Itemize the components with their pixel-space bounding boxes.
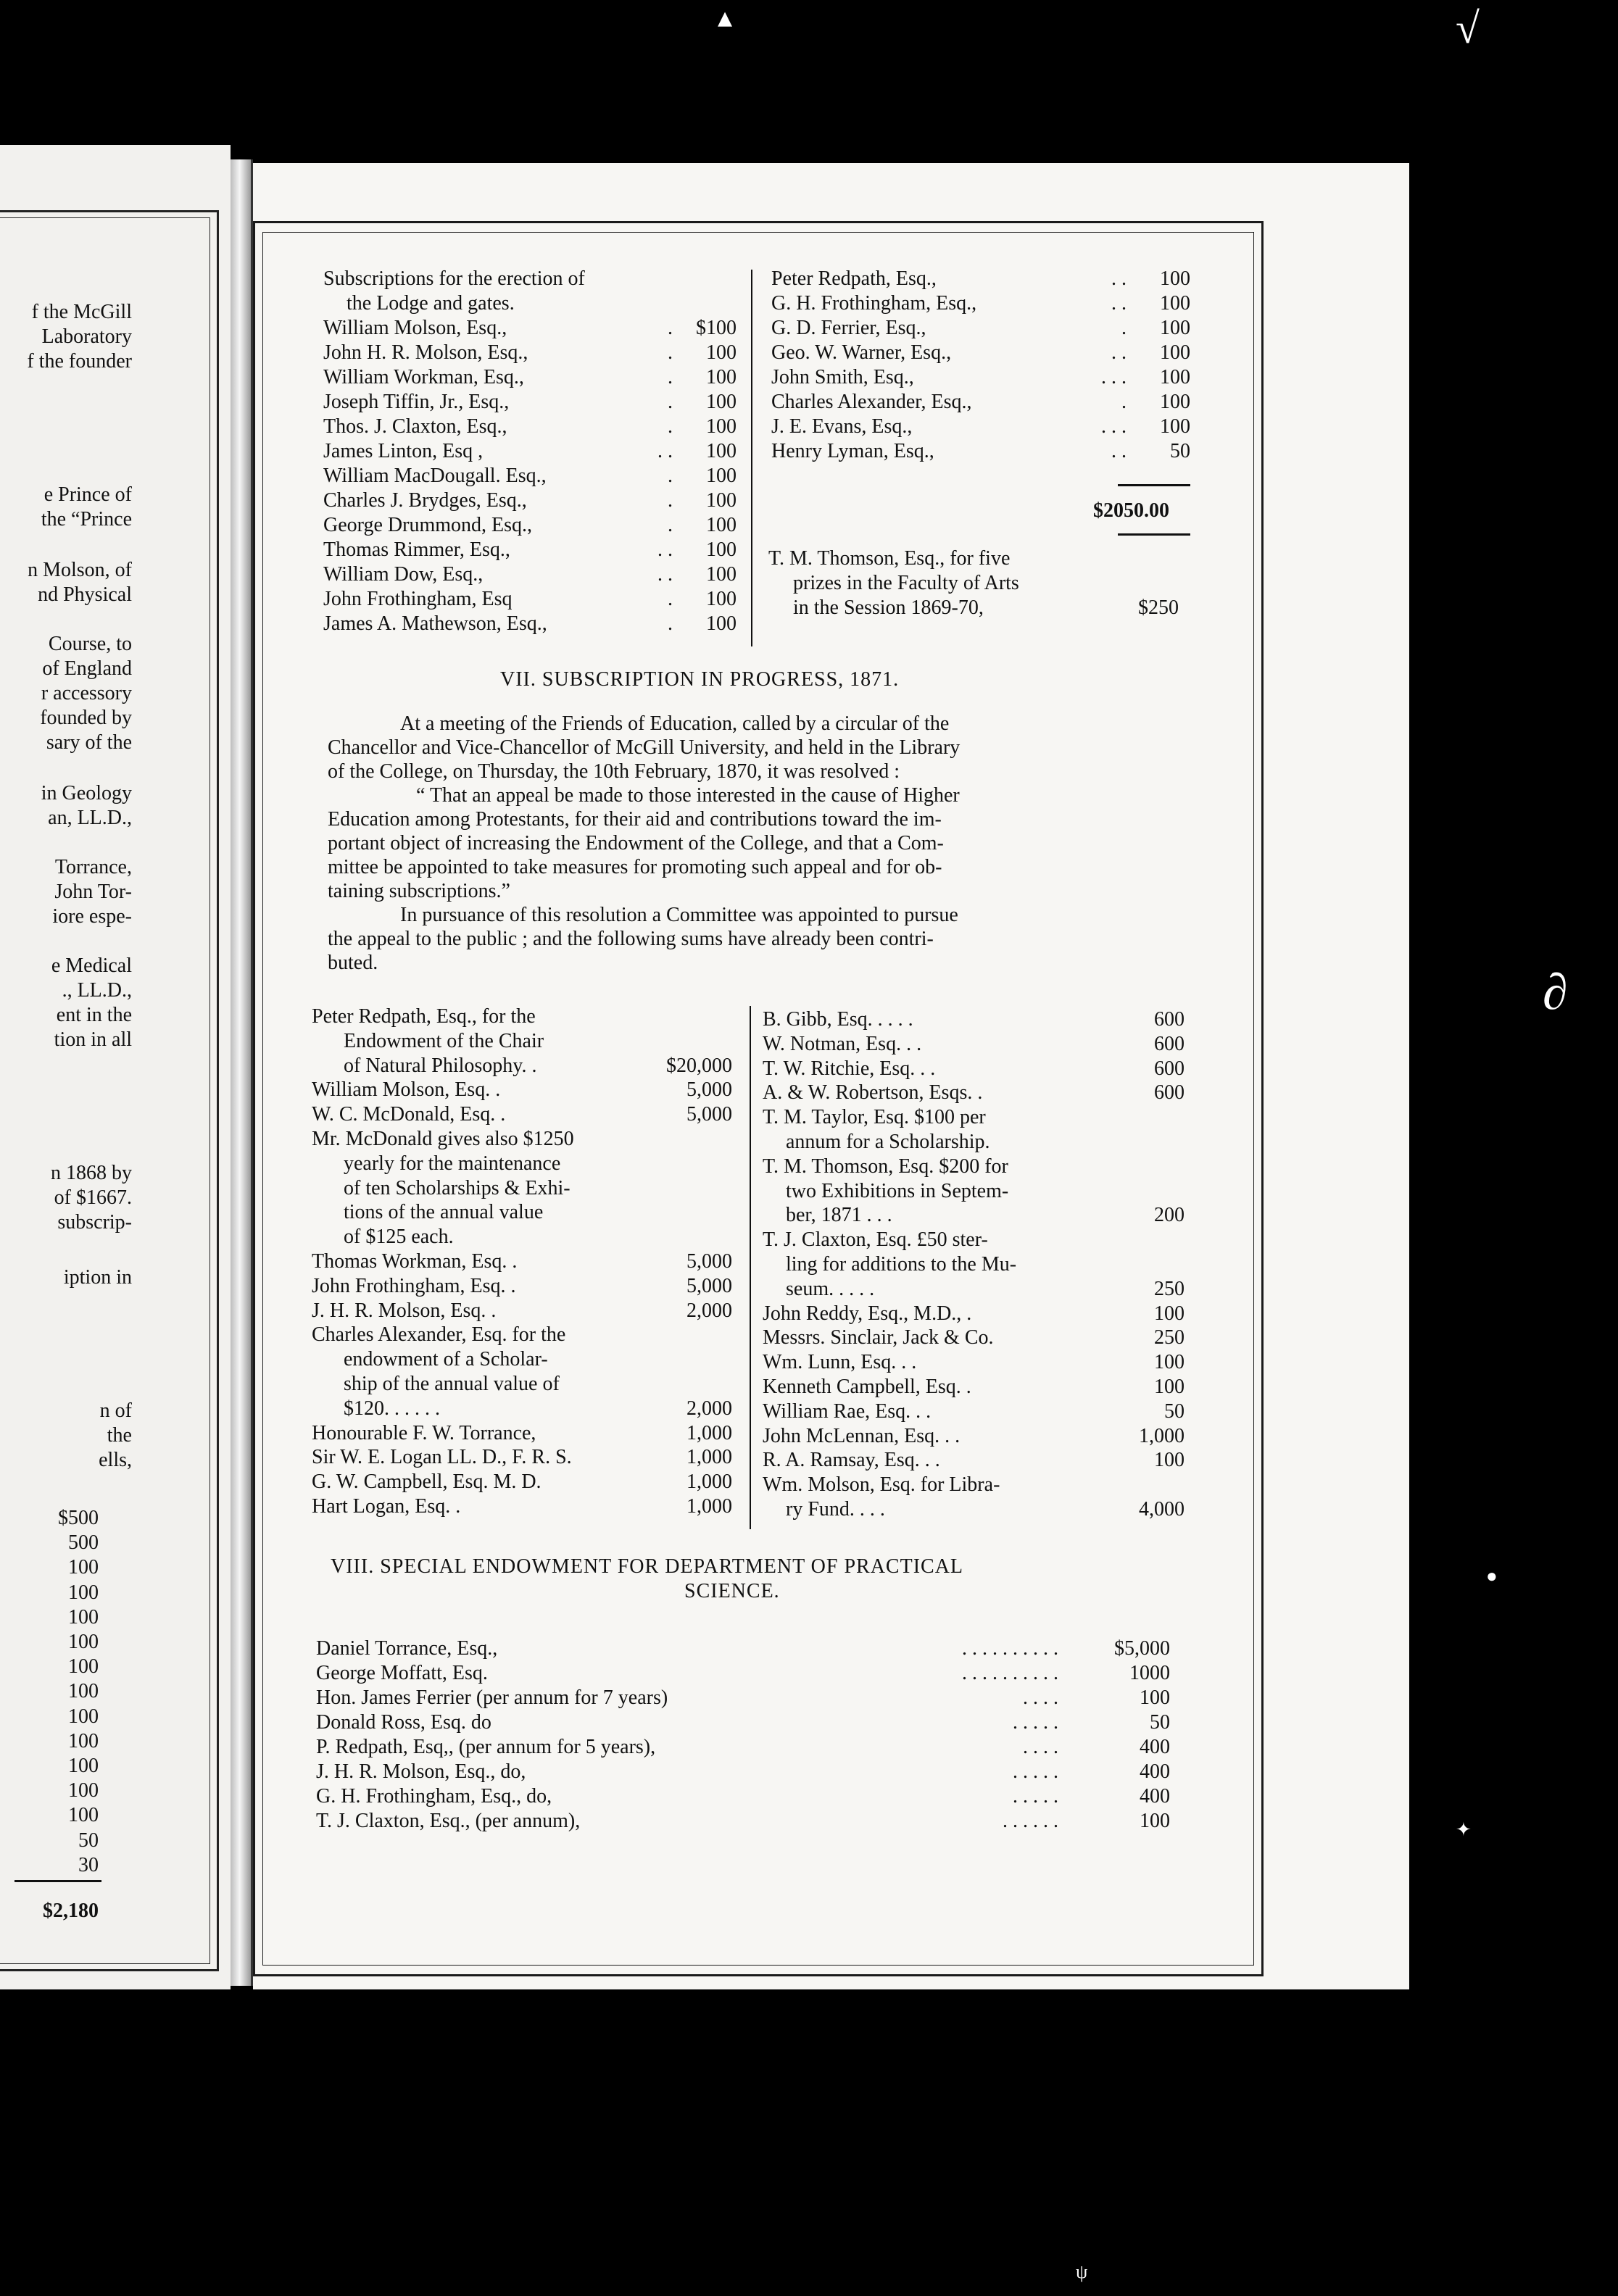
left-page-line: nd Physical bbox=[38, 583, 132, 606]
subscription-entry: John Reddy, Esq., M.D., . bbox=[763, 1302, 972, 1325]
endowment-amount: 100 bbox=[1140, 1686, 1170, 1709]
endowment-amount: 400 bbox=[1140, 1785, 1170, 1808]
left-page-line: iore espe- bbox=[52, 905, 132, 928]
left-page-line: tion in all bbox=[54, 1028, 132, 1051]
leader-dots: . bbox=[668, 317, 673, 339]
subscription-amount: 2,000 bbox=[686, 1299, 732, 1322]
lodge-subscriber: G. D. Ferrier, Esq., bbox=[771, 317, 926, 339]
lodge-amount: 100 bbox=[706, 612, 737, 635]
resolution-line: taining subscriptions.” bbox=[328, 880, 510, 902]
resolution-line: Education among Protestants, for their aid and contributions toward the im- bbox=[328, 808, 942, 831]
subscription-entry: John Frothingham, Esq. . bbox=[312, 1274, 516, 1297]
subscription-amount: 600 bbox=[1154, 1008, 1185, 1031]
endowment-donor: G. H. Frothingham, Esq., do, bbox=[316, 1785, 552, 1808]
left-page-amount: 100 bbox=[68, 1755, 99, 1777]
endowment-donor: P. Redpath, Esq,, (per annum for 5 years), bbox=[316, 1736, 656, 1758]
subscription-amount: 5,000 bbox=[686, 1250, 732, 1273]
subscription-amount: 1,000 bbox=[686, 1421, 732, 1444]
subscription-entry: T. J. Claxton, Esq. £50 ster- bbox=[763, 1228, 988, 1252]
leader-dots: . . bbox=[657, 440, 673, 462]
lodge-heading-line2: the Lodge and gates. bbox=[347, 292, 515, 315]
leader-dots: . . bbox=[1111, 267, 1127, 290]
left-page-amount: 100 bbox=[68, 1705, 99, 1728]
leader-dots: . . . . . . bbox=[1003, 1810, 1058, 1832]
subscription-entry: of ten Scholarships & Exhi- bbox=[344, 1176, 571, 1199]
subscription-entry: W. C. McDonald, Esq. . bbox=[312, 1103, 506, 1126]
left-page-amount: 100 bbox=[68, 1581, 99, 1604]
leader-dots: . . . . bbox=[1023, 1736, 1058, 1758]
left-page-amount: 100 bbox=[68, 1655, 99, 1679]
endowment-amount: 1000 bbox=[1129, 1662, 1170, 1684]
left-page-line: of England bbox=[42, 657, 132, 680]
leader-dots: . bbox=[1121, 391, 1127, 413]
subscription-entry: tions of the annual value bbox=[344, 1201, 544, 1224]
endowment-donor: T. J. Claxton, Esq., (per annum), bbox=[316, 1810, 581, 1832]
left-page-line: ent in the bbox=[56, 1004, 132, 1026]
left-page-amount: 30 bbox=[78, 1853, 99, 1876]
left-page bbox=[0, 145, 231, 1989]
edge-speck: ● bbox=[1486, 1565, 1498, 1586]
section-8-heading-line1: VIII. SPECIAL ENDOWMENT FOR DEPARTMENT OF PRACTICAL bbox=[331, 1555, 964, 1578]
lodge-amount: 100 bbox=[706, 514, 737, 536]
subscription-entry: endowment of a Scholar- bbox=[344, 1348, 548, 1371]
subscription-entry: seum. . . . . bbox=[786, 1277, 875, 1300]
edge-speck: ∂ bbox=[1543, 965, 1568, 1020]
leader-dots: . bbox=[668, 366, 673, 388]
subscription-amount: 5,000 bbox=[686, 1078, 732, 1102]
subscription-entry: Sir W. E. Logan LL. D., F. R. S. bbox=[312, 1446, 572, 1469]
leader-dots: . . . bbox=[1101, 366, 1127, 388]
lodge-subscriber: G. H. Frothingham, Esq., bbox=[771, 292, 977, 315]
leader-dots: . . . . bbox=[1023, 1686, 1058, 1709]
subscription-entry: J. H. R. Molson, Esq. . bbox=[312, 1299, 497, 1322]
subscription-amount: 250 bbox=[1154, 1277, 1185, 1300]
leader-dots: . bbox=[668, 489, 673, 512]
lodge-amount: 100 bbox=[706, 465, 737, 487]
lodge-amount: 100 bbox=[706, 341, 737, 364]
left-page-amount: 100 bbox=[68, 1729, 99, 1752]
lodge-subscriber: Charles J. Brydges, Esq., bbox=[323, 489, 527, 512]
left-page-line: an, LL.D., bbox=[48, 807, 132, 829]
resolution-line: portant object of increasing the Endowment of the College, and that a Com- bbox=[328, 832, 944, 854]
subscription-amount: 5,000 bbox=[686, 1103, 732, 1126]
lodge-subscriber: John Frothingham, Esq bbox=[323, 588, 513, 610]
left-page-amount: $500 bbox=[58, 1507, 99, 1529]
leader-dots: . . . . . bbox=[1013, 1760, 1058, 1783]
left-page-line: John Tor- bbox=[54, 881, 132, 903]
subscription-entry: $120. . . . . . bbox=[344, 1397, 440, 1420]
subscription-entry: T. M. Thomson, Esq. $200 for bbox=[763, 1155, 1008, 1178]
subscription-amount: 50 bbox=[1164, 1399, 1185, 1423]
total-rule-top bbox=[1118, 484, 1190, 486]
leader-dots: . . . . . bbox=[1013, 1785, 1058, 1808]
lodge-subscriber: Thomas Rimmer, Esq., bbox=[323, 538, 510, 561]
edge-speck: ✦ bbox=[1456, 1819, 1472, 1840]
column-divider-top bbox=[751, 270, 752, 646]
subscription-entry: ry Fund. . . . bbox=[786, 1498, 885, 1521]
edge-speck: ▴ bbox=[718, 1, 733, 33]
thomson-line-2: prizes in the Faculty of Arts bbox=[793, 572, 1019, 594]
lodge-subscriber: James A. Mathewson, Esq., bbox=[323, 612, 547, 635]
left-page-line: r accessory bbox=[41, 682, 132, 704]
left-page-line: iption in bbox=[63, 1266, 132, 1289]
lodge-amount: 100 bbox=[1160, 317, 1190, 339]
subscription-entry: ship of the annual value of bbox=[344, 1373, 560, 1395]
total-rule-bottom bbox=[1118, 533, 1190, 536]
left-page-line: of $1667. bbox=[54, 1186, 132, 1209]
lodge-subscriber: John Smith, Esq., bbox=[771, 366, 914, 388]
subscription-entry: T. M. Taylor, Esq. $100 per bbox=[763, 1106, 986, 1129]
subscription-amount: 1,000 bbox=[1139, 1424, 1185, 1447]
endowment-amount: 50 bbox=[1150, 1711, 1170, 1734]
thomson-line-1: T. M. Thomson, Esq., for five bbox=[768, 547, 1011, 570]
subscription-entry: yearly for the maintenance bbox=[344, 1152, 561, 1175]
resolution-line: “ That an appeal be made to those interested in the cause of Higher bbox=[416, 784, 960, 807]
edge-speck: ψ bbox=[1076, 2261, 1088, 2282]
leader-dots: . . bbox=[1111, 341, 1127, 364]
book-gutter bbox=[231, 159, 251, 1986]
left-page-line: in Geology bbox=[41, 782, 132, 804]
lodge-subscriber: George Drummond, Esq., bbox=[323, 514, 532, 536]
left-page-line: f the founder bbox=[27, 350, 132, 373]
leader-dots: . . . bbox=[1101, 415, 1127, 438]
subscription-entry: annum for a Scholarship. bbox=[786, 1131, 990, 1153]
subscription-entry: of $125 each. bbox=[344, 1226, 454, 1249]
leader-dots: . . . . . bbox=[1013, 1711, 1058, 1734]
resolution-line: mittee be appointed to take measures for promoting such appeal and for ob- bbox=[328, 856, 942, 878]
leader-dots: . bbox=[668, 341, 673, 364]
subscription-entry: Honourable F. W. Torrance, bbox=[312, 1421, 536, 1444]
lodge-amount: 100 bbox=[706, 588, 737, 610]
subscription-entry: of Natural Philosophy. . bbox=[344, 1054, 537, 1077]
lodge-amount: 100 bbox=[706, 563, 737, 586]
lodge-amount: 100 bbox=[706, 366, 737, 388]
lodge-amount: 100 bbox=[1160, 341, 1190, 364]
edge-speck: √ bbox=[1456, 4, 1480, 52]
subscription-entry: B. Gibb, Esq. . . . . bbox=[763, 1008, 913, 1031]
section-7-heading: VII. SUBSCRIPTION IN PROGRESS, 1871. bbox=[500, 668, 900, 691]
lodge-subscriber: William Dow, Esq., bbox=[323, 563, 484, 586]
subscription-amount: 250 bbox=[1154, 1326, 1185, 1349]
lodge-amount: 100 bbox=[1160, 366, 1190, 388]
leader-dots: . . . . . . . . . . bbox=[962, 1637, 1058, 1660]
paragraph-line: buted. bbox=[328, 952, 378, 974]
left-page-line: n of bbox=[99, 1399, 132, 1422]
leader-dots: . bbox=[668, 588, 673, 610]
endowment-donor: George Moffatt, Esq. bbox=[316, 1662, 488, 1684]
subscription-entry: T. W. Ritchie, Esq. . . bbox=[763, 1057, 936, 1080]
thomson-line-3: in the Session 1869-70, bbox=[793, 596, 984, 619]
lodge-amount: 100 bbox=[706, 489, 737, 512]
subscription-amount: $20,000 bbox=[666, 1054, 732, 1077]
lodge-amount: $100 bbox=[696, 317, 737, 339]
subscription-amount: 100 bbox=[1154, 1376, 1185, 1398]
left-page-line: founded by bbox=[40, 707, 132, 729]
paragraph-line: At a meeting of the Friends of Education, called by a circular of the bbox=[400, 712, 950, 735]
lodge-amount: 100 bbox=[1160, 267, 1190, 290]
endowment-amount: 400 bbox=[1140, 1736, 1170, 1758]
subscription-entry: Charles Alexander, Esq. for the bbox=[312, 1323, 566, 1347]
subscription-entry: Kenneth Campbell, Esq. . bbox=[763, 1376, 971, 1398]
endowment-donor: J. H. R. Molson, Esq., do, bbox=[316, 1760, 526, 1783]
paragraph-line: the appeal to the public ; and the following sums have already been contri- bbox=[328, 928, 934, 950]
leader-dots: . bbox=[1121, 317, 1127, 339]
subscription-entry: Peter Redpath, Esq., for the bbox=[312, 1005, 536, 1028]
left-page-line: n Molson, of bbox=[28, 559, 132, 581]
subscription-amount: 4,000 bbox=[1139, 1498, 1185, 1521]
lodge-subscriber: Peter Redpath, Esq., bbox=[771, 267, 937, 290]
subscription-amount: 1,000 bbox=[686, 1471, 732, 1494]
leader-dots: . bbox=[668, 415, 673, 438]
subscription-entry: ling for additions to the Mu- bbox=[786, 1253, 1017, 1276]
lodge-amount: 100 bbox=[706, 440, 737, 462]
subscription-amount: 600 bbox=[1154, 1081, 1185, 1105]
paragraph-line: Chancellor and Vice-Chancellor of McGill University, and held in the Library bbox=[328, 736, 961, 759]
subscription-amount: 600 bbox=[1154, 1032, 1185, 1055]
left-page-total-rule bbox=[14, 1880, 101, 1882]
subscription-entry: G. W. Campbell, Esq. M. D. bbox=[312, 1471, 542, 1494]
left-page-line: Laboratory bbox=[41, 325, 132, 348]
left-page-line: the “Prince bbox=[41, 508, 132, 531]
left-page-amount: 100 bbox=[68, 1556, 99, 1579]
subscription-entry: W. Notman, Esq. . . bbox=[763, 1032, 922, 1055]
left-page-amount: 100 bbox=[68, 1779, 99, 1802]
left-page-line: the bbox=[107, 1424, 132, 1447]
leader-dots: . . bbox=[1111, 440, 1127, 462]
left-page-line: ., LL.D., bbox=[62, 979, 132, 1002]
lodge-amount: 100 bbox=[706, 538, 737, 561]
section-8-heading-line2: SCIENCE. bbox=[684, 1580, 780, 1602]
lodge-subscriber: James Linton, Esq , bbox=[323, 440, 484, 462]
left-page-total: $2,180 bbox=[43, 1900, 99, 1922]
lodge-amount: 100 bbox=[1160, 391, 1190, 413]
subscription-entry: Mr. McDonald gives also $1250 bbox=[312, 1128, 574, 1150]
left-page-amount: 500 bbox=[68, 1531, 99, 1555]
lodge-subscriber: Joseph Tiffin, Jr., Esq., bbox=[323, 391, 510, 413]
subscription-entry: John McLennan, Esq. . . bbox=[763, 1424, 961, 1447]
lodge-subscriber: Henry Lyman, Esq., bbox=[771, 440, 934, 462]
subscription-amount: 100 bbox=[1154, 1449, 1185, 1472]
subscription-entry: A. & W. Robertson, Esqs. . bbox=[763, 1081, 983, 1105]
lodge-amount: 100 bbox=[706, 391, 737, 413]
leader-dots: . . bbox=[1111, 292, 1127, 315]
lodge-subscriber: Geo. W. Warner, Esq., bbox=[771, 341, 952, 364]
subscription-amount: 1,000 bbox=[686, 1446, 732, 1469]
left-page-inner-border bbox=[0, 217, 210, 1964]
lodge-amount: 100 bbox=[1160, 415, 1190, 438]
subscription-entry: two Exhibitions in Septem- bbox=[786, 1179, 1009, 1202]
endowment-donor: Donald Ross, Esq. do bbox=[316, 1711, 491, 1734]
paragraph-line: of the College, on Thursday, the 10th February, 1870, it was resolved : bbox=[328, 760, 900, 783]
endowment-donor: Daniel Torrance, Esq., bbox=[316, 1637, 498, 1660]
lodge-amount: 100 bbox=[1160, 292, 1190, 315]
leader-dots: . bbox=[668, 465, 673, 487]
column-divider-middle bbox=[750, 1006, 751, 1529]
left-page-amount: 50 bbox=[78, 1829, 99, 1852]
subscription-entry: Hart Logan, Esq. . bbox=[312, 1495, 461, 1518]
lodge-subscriber: William MacDougall. Esq., bbox=[323, 465, 547, 487]
lodge-subscriber: J. E. Evans, Esq., bbox=[771, 415, 913, 438]
paragraph-line: In pursuance of this resolution a Committee was appointed to pursue bbox=[400, 904, 958, 926]
subscription-entry: William Molson, Esq. . bbox=[312, 1078, 501, 1102]
left-page-line: sary of the bbox=[46, 731, 132, 754]
subscription-amount: 100 bbox=[1154, 1302, 1185, 1325]
left-page-line: e Prince of bbox=[43, 483, 132, 506]
lodge-subscriber: Charles Alexander, Esq., bbox=[771, 391, 972, 413]
subscription-amount: 5,000 bbox=[686, 1274, 732, 1297]
left-page-line: subscrip- bbox=[57, 1211, 132, 1234]
leader-dots: . bbox=[668, 514, 673, 536]
leader-dots: . . bbox=[657, 563, 673, 586]
subscription-entry: ber, 1871 . . . bbox=[786, 1204, 892, 1227]
lodge-amount: 50 bbox=[1170, 440, 1190, 462]
lodge-total: $2050.00 bbox=[1093, 499, 1169, 522]
subscription-entry: Messrs. Sinclair, Jack & Co. bbox=[763, 1326, 994, 1349]
subscription-entry: Thomas Workman, Esq. . bbox=[312, 1250, 518, 1273]
left-page-line: f the McGill bbox=[31, 301, 132, 323]
subscription-amount: 200 bbox=[1154, 1204, 1185, 1227]
lodge-subscriber: Thos. J. Claxton, Esq., bbox=[323, 415, 507, 438]
subscription-amount: 100 bbox=[1154, 1351, 1185, 1374]
endowment-amount: 100 bbox=[1140, 1810, 1170, 1832]
subscription-entry: William Rae, Esq. . . bbox=[763, 1399, 932, 1423]
left-page-line: ells, bbox=[99, 1449, 132, 1471]
leader-dots: . bbox=[668, 391, 673, 413]
endowment-amount: $5,000 bbox=[1114, 1637, 1170, 1660]
lodge-heading-line1: Subscriptions for the erection of bbox=[323, 267, 585, 290]
left-page-line: e Medical bbox=[51, 954, 132, 977]
endowment-donor: Hon. James Ferrier (per annum for 7 years) bbox=[316, 1686, 668, 1709]
lodge-subscriber: William Workman, Esq., bbox=[323, 366, 524, 388]
endowment-amount: 400 bbox=[1140, 1760, 1170, 1783]
left-page-line: Torrance, bbox=[54, 856, 132, 878]
subscription-entry: Wm. Lunn, Esq. . . bbox=[763, 1351, 917, 1374]
lodge-subscriber: William Molson, Esq., bbox=[323, 317, 507, 339]
left-page-line: Course, to bbox=[48, 633, 132, 655]
lodge-subscriber: John H. R. Molson, Esq., bbox=[323, 341, 528, 364]
left-page-amount: 100 bbox=[68, 1680, 99, 1703]
subscription-amount: 2,000 bbox=[686, 1397, 732, 1420]
subscription-amount: 600 bbox=[1154, 1057, 1185, 1080]
left-page-line: n 1868 by bbox=[51, 1162, 132, 1184]
left-page-amount: 100 bbox=[68, 1631, 99, 1653]
left-page-amount: 100 bbox=[68, 1804, 99, 1827]
leader-dots: . bbox=[668, 612, 673, 635]
subscription-entry: Endowment of the Chair bbox=[344, 1029, 544, 1052]
lodge-amount: 100 bbox=[706, 415, 737, 438]
subscription-entry: R. A. Ramsay, Esq. . . bbox=[763, 1449, 940, 1472]
left-page-amount: 100 bbox=[68, 1605, 99, 1629]
leader-dots: . . . . . . . . . . bbox=[962, 1662, 1058, 1684]
subscription-entry: Wm. Molson, Esq. for Libra- bbox=[763, 1473, 1000, 1497]
thomson-amount: $250 bbox=[1138, 596, 1179, 619]
leader-dots: . . bbox=[657, 538, 673, 561]
subscription-amount: 1,000 bbox=[686, 1495, 732, 1518]
